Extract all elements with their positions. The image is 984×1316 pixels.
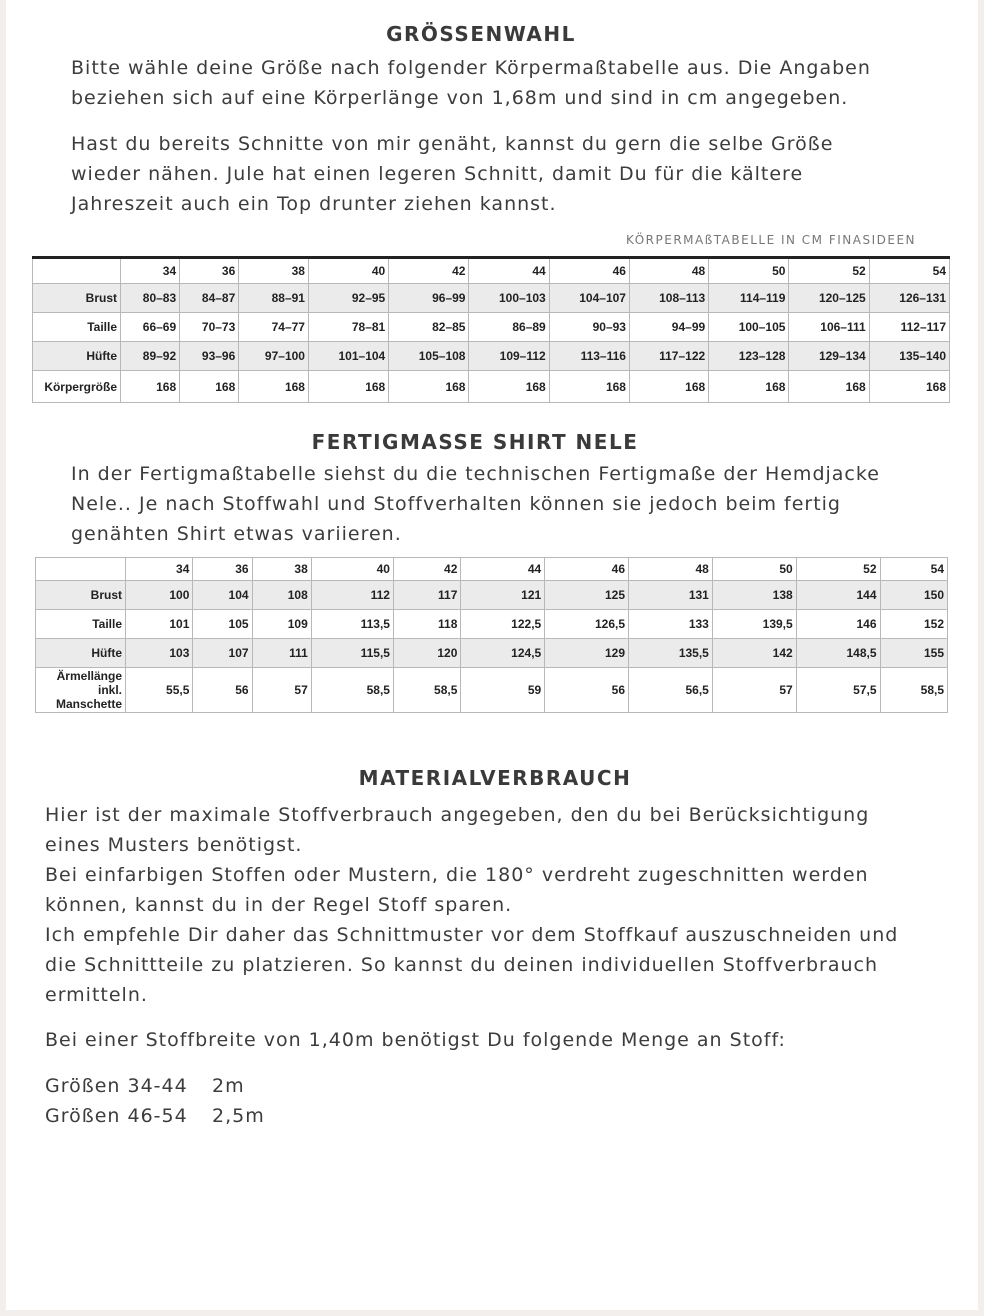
row-label: Brust [33, 284, 121, 313]
table-corner-cell [36, 558, 126, 581]
table-cell: 135–140 [869, 342, 949, 371]
size-header: 48 [629, 258, 708, 284]
table-cell: 129–134 [789, 342, 869, 371]
table-cell: 108–113 [629, 284, 708, 313]
size-header: 40 [308, 258, 388, 284]
table-cell: 100–105 [709, 313, 789, 342]
table-cell: 92–95 [308, 284, 388, 313]
size-header: 36 [193, 558, 252, 581]
table-cell: 84–87 [180, 284, 239, 313]
table-cell: 109 [252, 610, 311, 639]
table-cell: 78–81 [308, 313, 388, 342]
table-cell: 168 [629, 371, 708, 403]
size-header: 48 [629, 558, 713, 581]
table-cell: 74–77 [239, 313, 309, 342]
material-heading: MATERIALVERBRAUCH [358, 766, 632, 790]
table-cell: 59 [461, 668, 545, 713]
size-header: 38 [239, 258, 309, 284]
table-cell: 133 [629, 610, 713, 639]
table-cell: 94–99 [629, 313, 708, 342]
table-cell: 126–131 [869, 284, 949, 313]
table-cell: 89–92 [121, 342, 180, 371]
table-cell: 105 [193, 610, 252, 639]
table-cell: 103 [126, 639, 193, 668]
size-header: 46 [549, 258, 629, 284]
table-cell: 114–119 [709, 284, 789, 313]
size-header: 52 [789, 258, 869, 284]
table-row [36, 581, 948, 610]
table-cell: 97–100 [239, 342, 309, 371]
table-cell: 107 [193, 639, 252, 668]
table-cell: 100 [126, 581, 193, 610]
amount-value: 2m [212, 1075, 245, 1097]
table-cell: 150 [880, 581, 947, 610]
body-measurements-table [32, 256, 950, 403]
table-cell: 138 [712, 581, 796, 610]
finished-heading: FERTIGMASSE SHIRT NELE [311, 430, 639, 454]
table-cell: 109–112 [469, 342, 549, 371]
table-cell: 144 [796, 581, 880, 610]
table-cell: 146 [796, 610, 880, 639]
table-cell: 104 [193, 581, 252, 610]
table-cell: 70–73 [180, 313, 239, 342]
row-label: Ärmellänge inkl. Manschette [36, 668, 126, 713]
size-header: 42 [393, 558, 460, 581]
table-cell: 120 [393, 639, 460, 668]
size-header: 46 [545, 558, 629, 581]
table-cell: 104–107 [549, 284, 629, 313]
table-cell: 135,5 [629, 639, 713, 668]
size-header: 44 [461, 558, 545, 581]
table-row [36, 610, 948, 639]
table-cell: 118 [393, 610, 460, 639]
size-header: 34 [126, 558, 193, 581]
table-cell: 152 [880, 610, 947, 639]
table-cell: 113–116 [549, 342, 629, 371]
table-cell: 168 [389, 371, 469, 403]
table-cell: 168 [789, 371, 869, 403]
table-cell: 57 [252, 668, 311, 713]
table-cell: 120–125 [789, 284, 869, 313]
amount-label: Größen 34-44 [45, 1075, 188, 1097]
table-cell: 88–91 [239, 284, 309, 313]
table-cell: 155 [880, 639, 947, 668]
material-fabric-width: Bei einer Stoffbreite von 1,40m benötigst Du folgende Menge an Stoff: [45, 1029, 786, 1051]
table-cell: 56 [545, 668, 629, 713]
table-cell: 123–128 [709, 342, 789, 371]
table-cell: 82–85 [389, 313, 469, 342]
table-cell: 168 [121, 371, 180, 403]
table-header-row [36, 558, 948, 581]
finished-measurements-table [35, 557, 948, 713]
size-header: 34 [121, 258, 180, 284]
table-cell: 129 [545, 639, 629, 668]
amount-label: Größen 46-54 [45, 1105, 188, 1127]
table-cell: 105–108 [389, 342, 469, 371]
size-header: 44 [469, 258, 549, 284]
size-header: 52 [796, 558, 880, 581]
table-cell: 168 [869, 371, 949, 403]
table-cell: 100–103 [469, 284, 549, 313]
table-cell: 139,5 [712, 610, 796, 639]
table-cell: 148,5 [796, 639, 880, 668]
row-label: Hüfte [33, 342, 121, 371]
material-intro: Hier ist der maximale Stoffverbrauch angegeben, den du bei Berücksichtigung eines Musters benötigst. Bei einfarbigen Stoffen oder Mustern, die 180° verdreht zugeschnitten werden können, kannst du in der Regel Stoff sparen. Ich empfehle Dir daher das Schnittmuster vor dem Stoffkauf auszuschneiden und die Schnittteile zu platzieren. So kannst du deinen individuellen Stoffverbrauch ermitteln. [45, 804, 899, 1006]
size-header: 38 [252, 558, 311, 581]
table-cell: 168 [239, 371, 309, 403]
row-label: Brust [36, 581, 126, 610]
table-cell: 96–99 [389, 284, 469, 313]
table-cell: 55,5 [126, 668, 193, 713]
table-cell: 90–93 [549, 313, 629, 342]
table-cell: 125 [545, 581, 629, 610]
table-cell: 126,5 [545, 610, 629, 639]
table-row [33, 284, 950, 313]
table-cell: 131 [629, 581, 713, 610]
table-cell: 115,5 [311, 639, 393, 668]
table-cell: 112 [311, 581, 393, 610]
table-cell: 168 [180, 371, 239, 403]
table-cell: 121 [461, 581, 545, 610]
row-label: Taille [33, 313, 121, 342]
table-cell: 56 [193, 668, 252, 713]
row-label: Körpergröße [33, 371, 121, 403]
table-cell: 142 [712, 639, 796, 668]
table-cell: 58,5 [880, 668, 947, 713]
table-cell: 93–96 [180, 342, 239, 371]
table-cell: 66–69 [121, 313, 180, 342]
size-header: 54 [880, 558, 947, 581]
table-cell: 57 [712, 668, 796, 713]
body-table-caption: KÖRPERMAßTABELLE IN CM FINASIDEEN [626, 233, 917, 247]
table-row [36, 639, 948, 668]
size-choice-heading: GRÖSSENWAHL [386, 22, 576, 46]
table-cell: 58,5 [393, 668, 460, 713]
size-choice-intro: Bitte wähle deine Größe nach folgender Körpermaßtabelle aus. Die Angaben beziehen sich auf eine Körperlänge von 1,68m und sind in cm angegeben. [71, 57, 871, 109]
table-cell: 117–122 [629, 342, 708, 371]
table-cell: 57,5 [796, 668, 880, 713]
document-page [6, 0, 978, 1310]
amount-value: 2,5m [212, 1105, 265, 1127]
table-cell: 168 [549, 371, 629, 403]
row-label: Taille [36, 610, 126, 639]
table-header-row [33, 258, 950, 284]
table-cell: 113,5 [311, 610, 393, 639]
table-cell: 112–117 [869, 313, 949, 342]
table-cell: 101 [126, 610, 193, 639]
table-cell: 168 [308, 371, 388, 403]
table-cell: 117 [393, 581, 460, 610]
size-header: 50 [712, 558, 796, 581]
size-header: 36 [180, 258, 239, 284]
finished-intro: In der Fertigmaßtabelle siehst du die technischen Fertigmaße der Hemdjacke Nele.. Je nach Stoffwahl und Stoffverhalten können sie jedoch beim fertig genähten Shirt etwas variieren. [71, 463, 880, 545]
table-cell: 111 [252, 639, 311, 668]
table-cell: 108 [252, 581, 311, 610]
table-cell: 124,5 [461, 639, 545, 668]
table-cell: 168 [469, 371, 549, 403]
table-cell: 101–104 [308, 342, 388, 371]
table-row [33, 371, 950, 403]
table-cell: 80–83 [121, 284, 180, 313]
table-row [36, 668, 948, 713]
table-cell: 168 [709, 371, 789, 403]
size-header: 54 [869, 258, 949, 284]
size-header: 50 [709, 258, 789, 284]
table-cell: 56,5 [629, 668, 713, 713]
table-cell: 106–111 [789, 313, 869, 342]
size-header: 40 [311, 558, 393, 581]
table-row [33, 313, 950, 342]
table-cell: 86–89 [469, 313, 549, 342]
table-cell: 58,5 [311, 668, 393, 713]
size-header: 42 [389, 258, 469, 284]
table-cell: 122,5 [461, 610, 545, 639]
row-label: Hüfte [36, 639, 126, 668]
table-corner-cell [33, 258, 121, 284]
table-row [33, 342, 950, 371]
size-choice-note: Hast du bereits Schnitte von mir genäht, kannst du gern die selbe Größe wieder nähen. Jule hat einen legeren Schnitt, damit Du für die kältere Jahreszeit auch ein Top drunter ziehen kannst. [71, 133, 834, 215]
